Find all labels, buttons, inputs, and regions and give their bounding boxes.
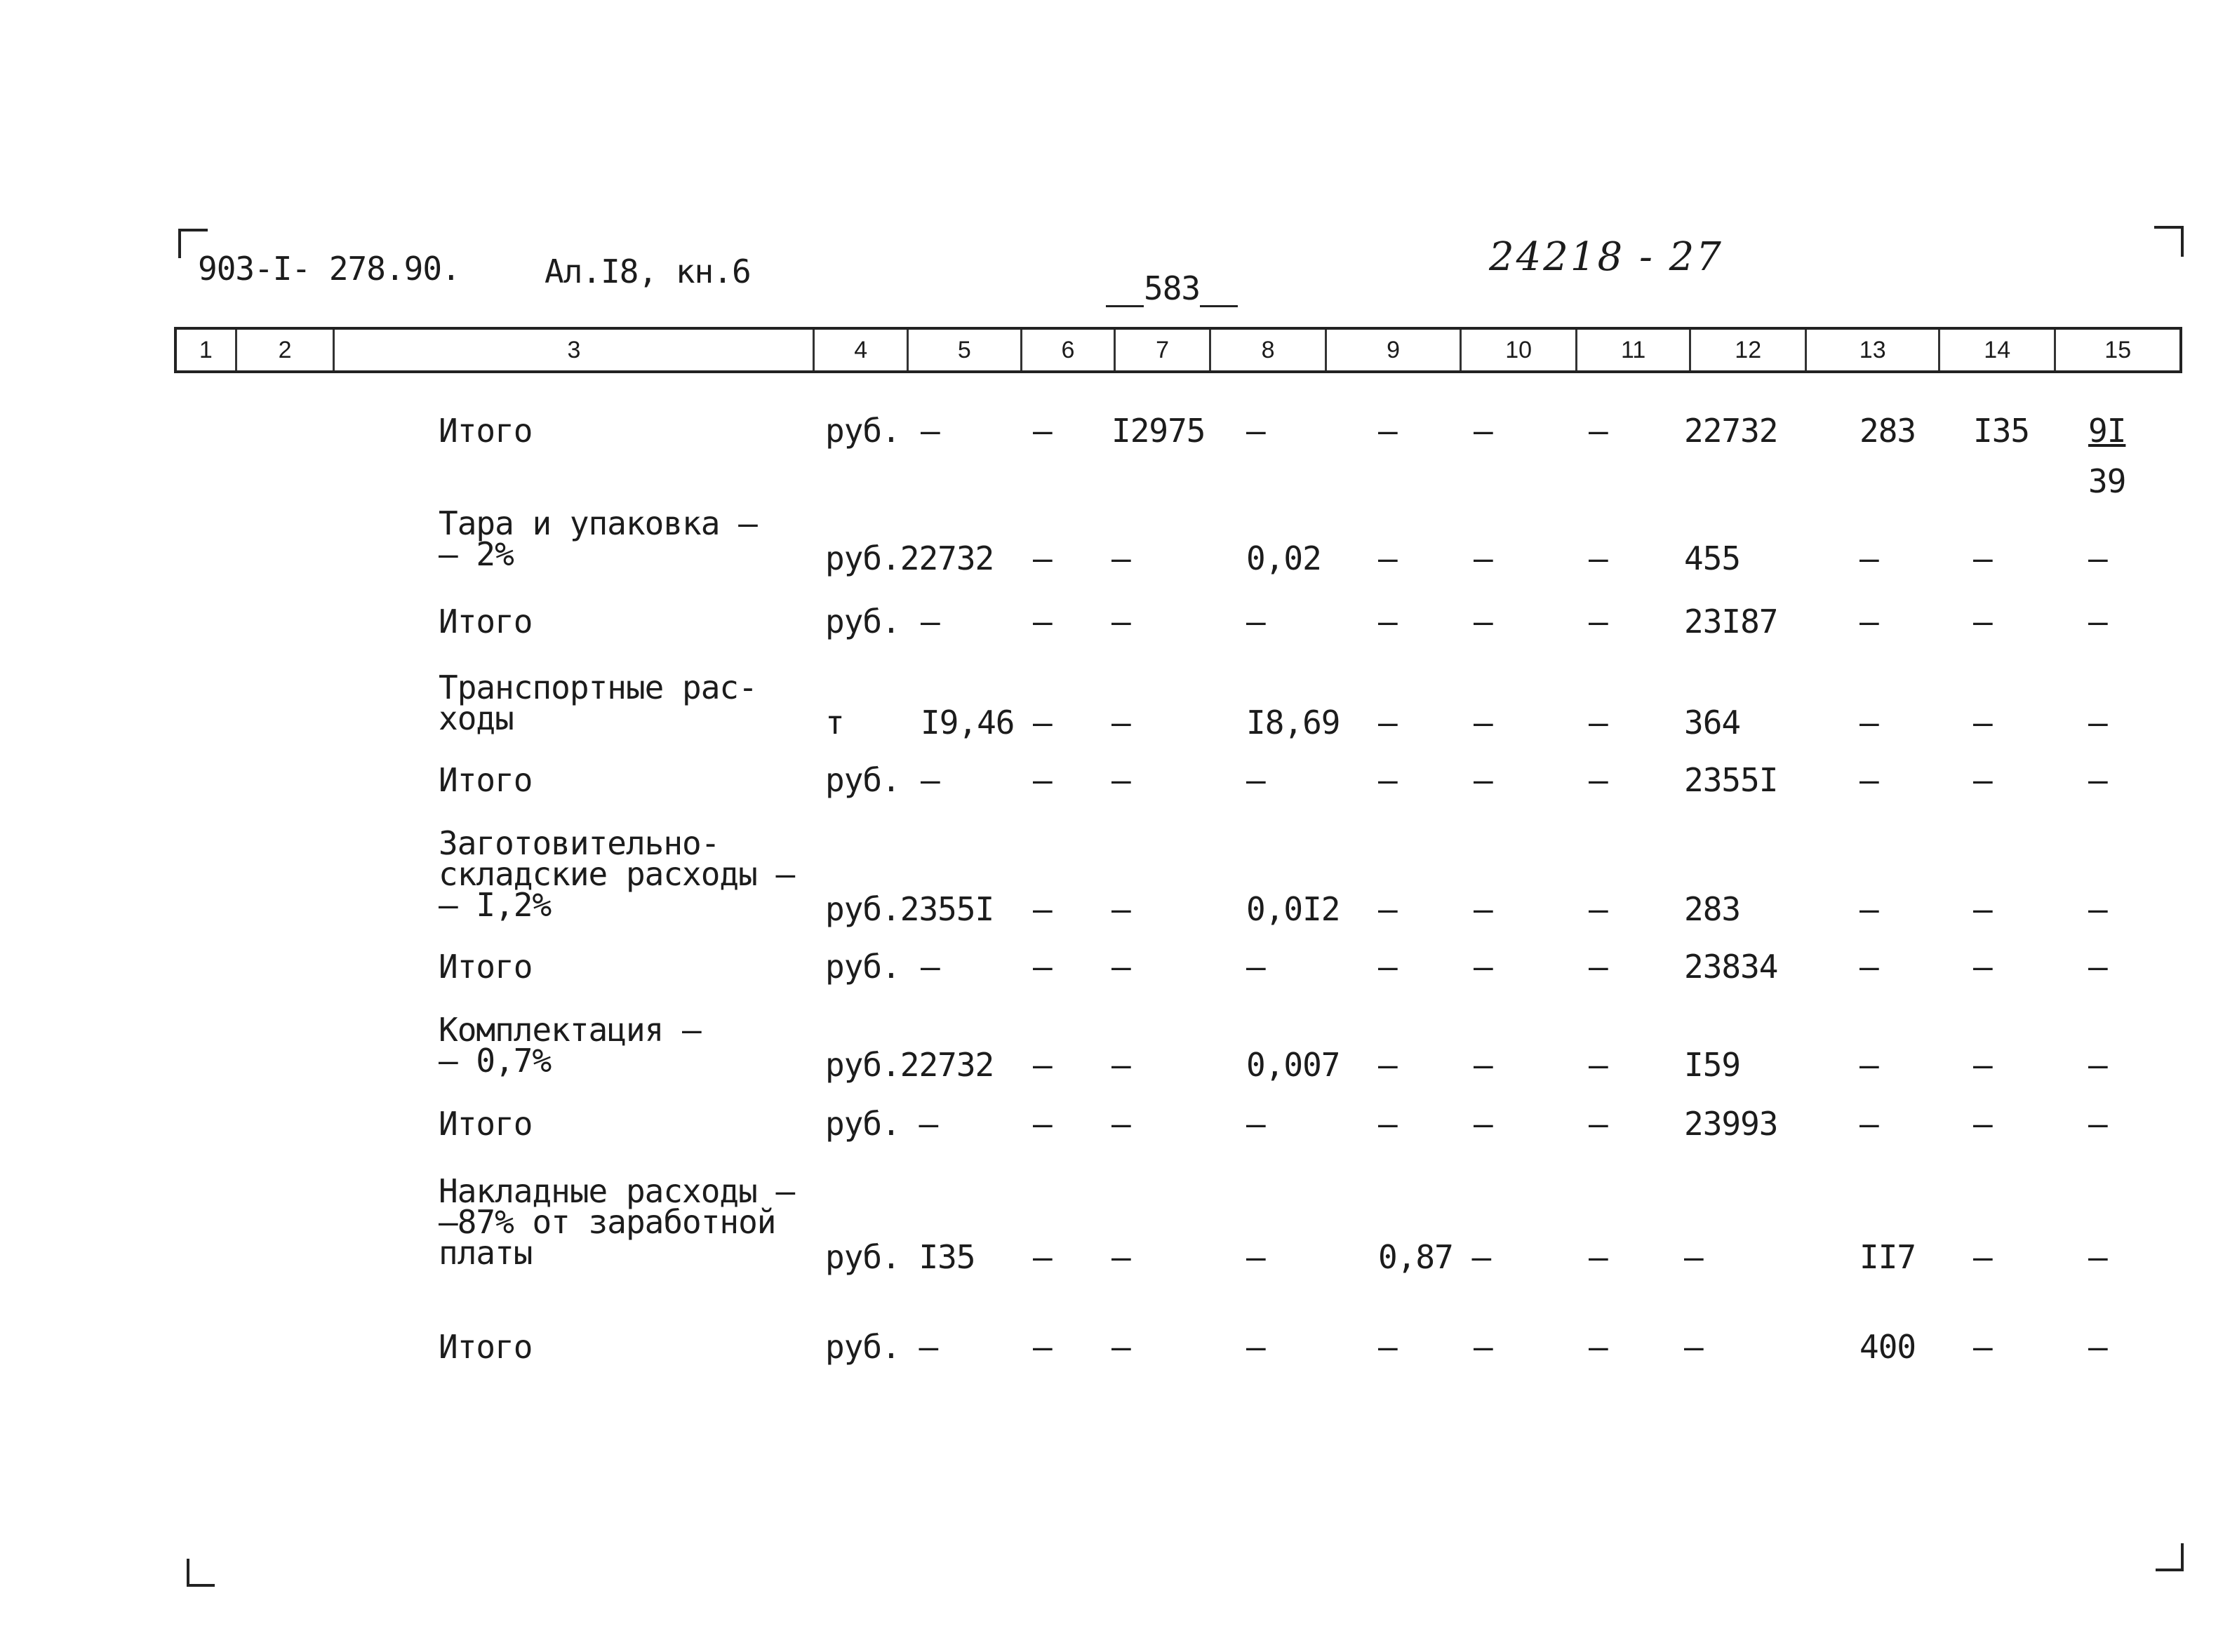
cell-col-5: – xyxy=(921,761,940,799)
cell-col-11: – xyxy=(1589,890,1608,928)
cell-col-8: – xyxy=(1246,948,1265,986)
row-description xyxy=(439,948,533,986)
cell-col-14: – xyxy=(1973,890,1992,928)
cell-col-15: – xyxy=(2088,890,2107,928)
cell-col-6: – xyxy=(1033,704,1052,741)
description-line: Итого xyxy=(439,412,533,450)
cell-col-10: – xyxy=(1474,539,1493,577)
cell-col-11: – xyxy=(1589,704,1608,741)
cell-col-7: – xyxy=(1111,603,1130,640)
cell-col-4: руб. xyxy=(825,603,900,640)
cell-col-13: II7 xyxy=(1859,1238,1916,1276)
cell-col-15: – xyxy=(2088,704,2107,741)
cell-col-6: – xyxy=(1033,1105,1052,1143)
cell-col-4: руб.2355I xyxy=(825,890,994,928)
cell-col-14: – xyxy=(1973,1238,1992,1276)
cell-col-9: – xyxy=(1378,603,1397,640)
cell-col-5: – xyxy=(921,948,940,986)
cell-col-13: – xyxy=(1859,704,1878,741)
cell-col-13: – xyxy=(1859,890,1878,928)
description-line: Итого xyxy=(439,603,533,640)
cell-col-4: руб. – xyxy=(825,1328,938,1366)
cell-col-6: – xyxy=(1033,761,1052,799)
cell-col-12: 2355I xyxy=(1684,761,1778,799)
description-line: Накладные расходы – xyxy=(439,1172,795,1210)
cell-col-12: 23I87 xyxy=(1684,603,1778,640)
cell-col-13: – xyxy=(1859,539,1878,577)
column-number-11: 11 xyxy=(1577,330,1691,370)
description-line: Тара и упаковка – xyxy=(439,504,757,542)
cell-col-6: – xyxy=(1033,890,1052,928)
cell-col-11: – xyxy=(1589,1105,1608,1143)
description-line: Итого xyxy=(439,1328,533,1366)
cell-col-11: – xyxy=(1589,1328,1608,1366)
cell-col-12: I59 xyxy=(1684,1046,1741,1084)
column-number-1: 1 xyxy=(177,330,237,370)
cell-col-4: руб. xyxy=(825,761,900,799)
row-description xyxy=(439,603,533,640)
cell-col-7: – xyxy=(1111,890,1130,928)
column-number-4: 4 xyxy=(815,330,909,370)
cell-col-10: – xyxy=(1474,948,1493,986)
cell-col-10: – xyxy=(1474,1328,1493,1366)
column-number-14: 14 xyxy=(1940,330,2057,370)
cell-col-14: – xyxy=(1973,948,1992,986)
cell-col-12: 22732 xyxy=(1684,412,1778,450)
cell-col-10: – xyxy=(1474,1046,1493,1084)
handwritten-archive-number: 24218 - 27 xyxy=(1489,234,1723,280)
column-number-3: 3 xyxy=(335,330,815,370)
cell-col-8: – xyxy=(1246,1328,1265,1366)
cell-col-12: 23993 xyxy=(1684,1105,1778,1143)
description-line: Транспортные рас- xyxy=(439,669,757,706)
cell-col-7: I2975 xyxy=(1111,412,1206,450)
cell-col-8: 0,007 xyxy=(1246,1046,1340,1084)
description-line: складские расходы – xyxy=(439,855,795,893)
cell-col-5: – xyxy=(921,412,940,450)
cell-col-7: – xyxy=(1111,948,1130,986)
cell-col-12: – xyxy=(1684,1328,1703,1366)
cell-col-10: – xyxy=(1474,890,1493,928)
cell-col-12: 364 xyxy=(1684,704,1741,741)
row-description xyxy=(439,1011,701,1080)
cell-col-15: – xyxy=(2088,1105,2107,1143)
cell-col-8: – xyxy=(1246,1238,1265,1276)
cell-col-4: руб.22732 xyxy=(825,1046,994,1084)
description-line: – I,2% xyxy=(439,886,552,924)
page-number: 583 xyxy=(1106,269,1238,307)
cell-col-7: – xyxy=(1111,1238,1130,1276)
cell-col-9: – xyxy=(1378,412,1397,450)
cell-col-8: 0,0I2 xyxy=(1246,890,1340,928)
row-description xyxy=(439,1172,795,1272)
cell-col-15: – xyxy=(2088,948,2107,986)
cell-col-10: – xyxy=(1474,761,1493,799)
cell-col-4: руб. xyxy=(825,412,900,450)
cell-col-13: 283 xyxy=(1859,412,1916,450)
cell-col-13: – xyxy=(1859,603,1878,640)
cell-col-6: – xyxy=(1033,539,1052,577)
cell-col-9: – xyxy=(1378,539,1397,577)
cell-col-4: руб.22732 xyxy=(825,539,994,577)
cell-col-8: – xyxy=(1246,1105,1265,1143)
cell-col-9: – xyxy=(1378,948,1397,986)
cell-col-12: 23834 xyxy=(1684,948,1778,986)
row-description xyxy=(439,1328,533,1366)
cell-col-9: – xyxy=(1378,890,1397,928)
cell-col-9: – xyxy=(1378,704,1397,741)
cell-col-11: – xyxy=(1589,761,1608,799)
cell-col-10: – xyxy=(1474,1105,1493,1143)
cell-col-6: – xyxy=(1033,1046,1052,1084)
description-line: – 0,7% xyxy=(439,1042,552,1080)
cell-col-10: – xyxy=(1474,412,1493,450)
cell-col-9: – xyxy=(1378,1046,1397,1084)
description-line: Итого xyxy=(439,1105,533,1143)
cell-col-15: 9I xyxy=(2088,412,2126,450)
description-line: –87% от заработной xyxy=(439,1203,776,1241)
cell-col-14: – xyxy=(1973,704,1992,741)
cell-col-8: 0,02 xyxy=(1246,539,1321,577)
description-line: – 2% xyxy=(439,535,514,573)
cell-col-10: – xyxy=(1474,603,1493,640)
cell-col-15: – xyxy=(2088,761,2107,799)
row-description xyxy=(439,1105,533,1143)
cell-col-14: – xyxy=(1973,1105,1992,1143)
cell-col-12: – xyxy=(1684,1238,1703,1276)
cell-col-14: – xyxy=(1973,539,1992,577)
cell-col-15: – xyxy=(2088,1238,2107,1276)
cell-col-9: – xyxy=(1378,1328,1397,1366)
cell-col-11: – xyxy=(1589,1238,1608,1276)
column-number-9: 9 xyxy=(1327,330,1461,370)
row-description xyxy=(439,504,757,573)
column-number-13: 13 xyxy=(1807,330,1939,370)
description-line: Комплектация – xyxy=(439,1011,701,1049)
cell-col-11: – xyxy=(1589,412,1608,450)
row-description xyxy=(439,669,757,737)
description-line: Итого xyxy=(439,948,533,986)
cell-col-7: – xyxy=(1111,1105,1130,1143)
document-code: 903-I- 278.90. xyxy=(198,250,460,288)
column-number-6: 6 xyxy=(1022,330,1116,370)
row-description xyxy=(439,412,533,450)
cell-col-4: руб. xyxy=(825,948,900,986)
cell-col-14: – xyxy=(1973,1328,1992,1366)
cell-col-11: – xyxy=(1589,948,1608,986)
cell-col-7: – xyxy=(1111,761,1130,799)
column-number-15: 15 xyxy=(2104,336,2132,363)
cell-col-6: – xyxy=(1033,1328,1052,1366)
cell-col-9: 0,87 – xyxy=(1378,1238,1491,1276)
cell-col-6: – xyxy=(1033,603,1052,640)
description-line: ходы xyxy=(439,699,514,737)
cell-col-12: 283 xyxy=(1684,890,1741,928)
cell-col-9: – xyxy=(1378,1105,1397,1143)
cell-col-8: – xyxy=(1246,761,1265,799)
cell-col-14: – xyxy=(1973,1046,1992,1084)
cell-col-4: руб. – xyxy=(825,1105,938,1143)
cell-col-7: – xyxy=(1111,539,1130,577)
cell-col-4: руб. I35 xyxy=(825,1238,975,1276)
cell-col-14: – xyxy=(1973,603,1992,640)
cell-col-13: – xyxy=(1859,761,1878,799)
cell-col-6: – xyxy=(1033,948,1052,986)
cell-col-13: – xyxy=(1859,948,1878,986)
cell-col-7: – xyxy=(1111,1046,1130,1084)
column-number-7: 7 xyxy=(1116,330,1211,370)
cell-col-5: I9,46 xyxy=(921,704,1015,741)
column-number-8: 8 xyxy=(1211,330,1328,370)
cell-col-14: – xyxy=(1973,761,1992,799)
cell-col-15: – xyxy=(2088,539,2107,577)
cell-col-13: – xyxy=(1859,1105,1878,1143)
cell-col-12: 455 xyxy=(1684,539,1741,577)
cell-col-5: – xyxy=(921,603,940,640)
row-description xyxy=(439,761,533,799)
cell-col-15: – xyxy=(2088,1328,2107,1366)
row-description xyxy=(439,824,795,924)
cell-col-7: – xyxy=(1111,1328,1130,1366)
cell-col-4: т xyxy=(825,704,844,741)
cell-col-13: 400 xyxy=(1859,1328,1916,1366)
cell-col-8: – xyxy=(1246,412,1265,450)
cell-col-14: I35 xyxy=(1973,412,2030,450)
cell-col-11: – xyxy=(1589,603,1608,640)
cell-col-15: – xyxy=(2088,603,2107,640)
description-line: Заготовительно- xyxy=(439,824,720,862)
description-line: платы xyxy=(439,1234,533,1272)
cell-col-15: – xyxy=(2088,1046,2107,1084)
album-reference: Ал.I8, кн.6 xyxy=(545,253,751,290)
cell-col-6: – xyxy=(1033,1238,1052,1276)
column-number-10: 10 xyxy=(1462,330,1578,370)
cell-col-9: – xyxy=(1378,761,1397,799)
cell-col-10: – xyxy=(1474,704,1493,741)
column-number-5: 5 xyxy=(909,330,1022,370)
column-number-12: 12 xyxy=(1691,330,1808,370)
cell-col-6: – xyxy=(1033,412,1052,450)
cell-col-7: – xyxy=(1111,704,1130,741)
cell-col-13: – xyxy=(1859,1046,1878,1084)
cell-col-11: – xyxy=(1589,539,1608,577)
cell-col-11: – xyxy=(1589,1046,1608,1084)
cell-col-8: I8,69 xyxy=(1246,704,1340,741)
description-line: Итого xyxy=(439,761,533,799)
cell-col-8: – xyxy=(1246,603,1265,640)
column-number-2: 2 xyxy=(237,330,335,370)
cell-col-15-denominator: 39 xyxy=(2088,462,2126,500)
